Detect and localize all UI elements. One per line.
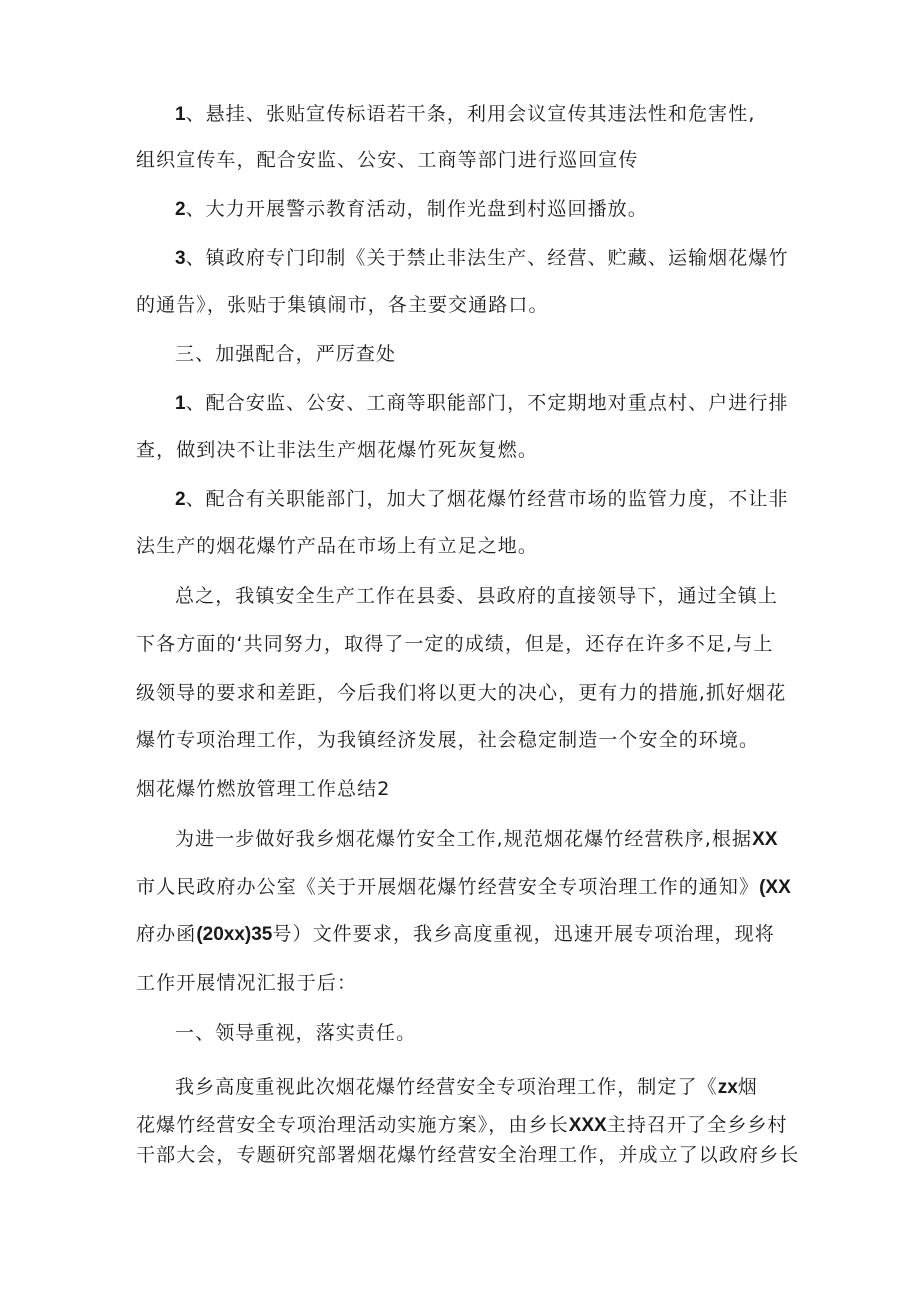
paragraph-line: [136, 147, 639, 173]
paragraph-line: [175, 245, 789, 272]
line-text: 干部大会，专题研究部署烟花爆竹经营安全治理工作，并成立了以政府乡长: [136, 1144, 800, 1166]
section-heading: [175, 1020, 416, 1046]
line-text: 、镇政府专门印制《关于禁止非法生产、经营、贮藏、运输烟花爆竹: [185, 247, 789, 269]
line-text: 为进一步做好我乡烟花爆竹安全工作,规范烟花爆竹经营秩序,根据: [175, 828, 753, 850]
line-text: 、悬挂、张贴宣传标语若干条，利用会议宣传其违法性和危害性,: [185, 103, 756, 125]
paragraph-line: [175, 583, 778, 609]
line-text: 烟花爆竹燃放管理工作总结2: [136, 778, 391, 800]
paragraph-line: [136, 874, 791, 901]
list-number: 1: [175, 104, 186, 125]
line-text: 主持召开了全乡乡村: [606, 1114, 788, 1136]
paragraph-line: [136, 1142, 799, 1168]
section-heading: [175, 341, 396, 367]
paragraph-line: [136, 970, 357, 996]
placeholder-text: XXX: [568, 1115, 607, 1136]
line-text: 我乡高度重视此次烟花爆竹经营安全专项治理工作，制定了《: [175, 1076, 718, 1098]
line-text: 一、领导重视，落实责任。: [175, 1022, 417, 1044]
line-text: 法生产的烟花爆竹产品在市场上有立足之地。: [136, 535, 539, 557]
line-text: 市人民政府办公室《关于开展烟花爆竹经营安全专项治理工作的通知》: [136, 876, 760, 898]
paragraph-line: [136, 921, 775, 948]
line-text: 爆竹专项治理工作，为我镇经济发展，社会稳定制造一个安全的环境。: [136, 729, 760, 751]
paragraph-line: [175, 486, 789, 513]
list-number: 1: [175, 393, 186, 414]
line-text: 组织宣传车，配合安监、公安、工商等部门进行巡回宣传: [136, 149, 639, 171]
line-text: 花爆竹经营安全专项治理活动实施方案》，由乡长: [136, 1114, 569, 1136]
line-text: 烟: [737, 1076, 758, 1098]
line-text: 府办函: [136, 923, 197, 945]
paragraph-line: [175, 1074, 758, 1101]
line-text: 级领导的要求和差距，今后我们将以更大的决心，更有力的措施,抓好烟花: [136, 682, 787, 704]
section-title: [136, 776, 390, 802]
paragraph-line: [136, 727, 759, 753]
paragraph-line: [175, 196, 648, 223]
document-number: (20xx)35: [196, 924, 273, 945]
paragraph-line: [136, 533, 538, 559]
placeholder-text: (XX: [759, 877, 791, 898]
line-text: 工作开展情况汇报于后：: [136, 972, 358, 994]
paragraph-line: [136, 1112, 788, 1139]
paragraph-line: [175, 101, 756, 128]
paragraph-line: [136, 292, 549, 318]
paragraph-line: [175, 390, 789, 417]
line-text: 号）文件要求，我乡高度重视，迅速开展专项治理，现将: [272, 923, 775, 945]
paragraph-line: [136, 680, 786, 706]
line-text: 、配合有关职能部门，加大了烟花爆竹经营市场的监管力度，不让非: [185, 488, 789, 510]
paragraph-line: [175, 826, 777, 853]
line-text: 三、加强配合，严厉查处: [175, 343, 397, 365]
paragraph-line: [136, 631, 773, 657]
line-text: 总之，我镇安全生产工作在县委、县政府的直接领导下，通过全镇上: [175, 585, 779, 607]
list-number: 2: [175, 199, 186, 220]
line-text: 、大力开展警示教育活动，制作光盘到村巡回播放。: [185, 198, 648, 220]
line-text: 、配合安监、公安、工商等职能部门，不定期地对重点村、户进行排: [185, 392, 789, 414]
list-number: 2: [175, 489, 186, 510]
paragraph-line: [136, 437, 538, 463]
list-number: 3: [175, 248, 186, 269]
placeholder-text: zx: [717, 1077, 738, 1098]
line-text: 的通告》，张贴于集镇闹市，各主要交通路口。: [136, 294, 549, 316]
line-text: 查，做到决不让非法生产烟花爆竹死灰复燃。: [136, 439, 539, 461]
line-text: 下各方面的‘共同努力，取得了一定的成绩，但是，还存在许多不足,与上: [136, 633, 774, 655]
placeholder-text: XX: [752, 829, 778, 850]
